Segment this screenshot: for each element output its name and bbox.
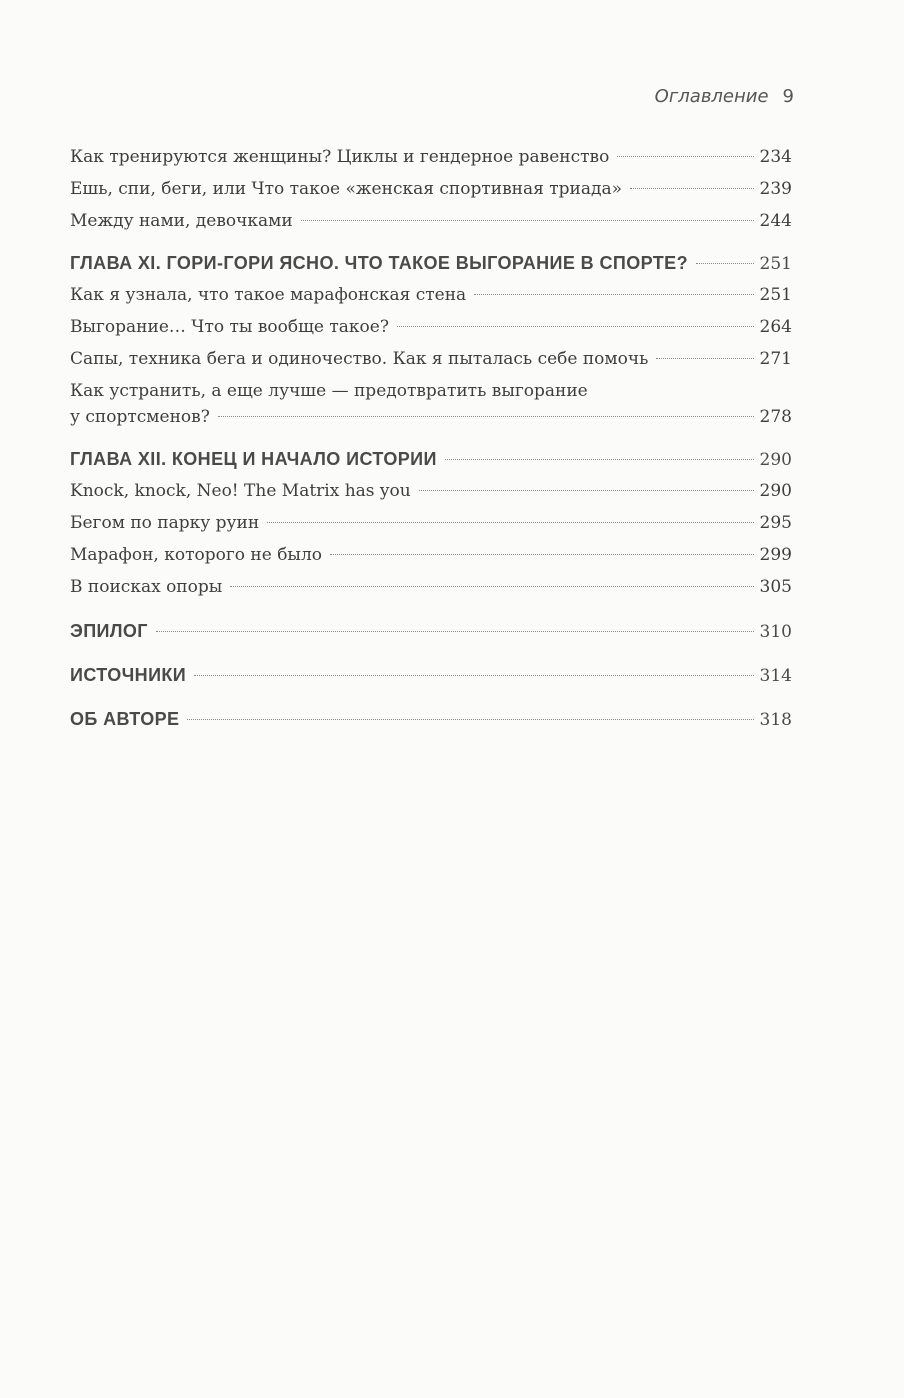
toc-chapter [70, 618, 792, 645]
toc-entry-title: Бегом по парку руин [70, 513, 260, 533]
toc-chapter-page: 251 [759, 254, 792, 274]
toc-entry-title: В поисках опоры [70, 577, 223, 597]
toc-chapter [70, 706, 792, 733]
toc-chapter-page: 290 [759, 450, 792, 470]
toc-chapter-page: 318 [759, 710, 792, 730]
toc-entry-title: Как тренируются женщины? Циклы и гендерное равенство [70, 147, 610, 167]
toc-entry-title: Knock, knock, Neo! The Matrix has you [70, 481, 411, 501]
toc-entry-title: Марафон, которого не было [70, 545, 322, 565]
toc-leader-dots [156, 631, 754, 632]
toc-leader-dots [474, 294, 753, 295]
toc-entry [70, 208, 792, 234]
toc-entry-title: Выгорание… Что ты вообще такое? [70, 317, 389, 337]
toc-chapter-title: ГЛАВА XII. КОНЕЦ И НАЧАЛО ИСТОРИИ [70, 449, 437, 469]
toc-entry-page: 234 [759, 147, 792, 167]
toc-leader-dots [617, 156, 753, 157]
toc-entry-page: 305 [759, 577, 792, 597]
toc-chapter [70, 446, 792, 473]
toc-leader-dots [445, 459, 754, 460]
toc-chapter-title: ЭПИЛОГ [70, 621, 148, 641]
toc-entry-title-line1: Как устранить, а еще лучше — предотвратить выгорание [70, 381, 588, 401]
toc-leader-dots [397, 326, 754, 327]
running-head-page-number: 9 [782, 86, 794, 107]
toc-entry [70, 478, 792, 504]
toc-entry [70, 542, 792, 568]
toc-entry-page: 239 [759, 179, 792, 199]
toc-entry [70, 346, 792, 372]
toc-entry-title-line2: у спортсменов? [70, 407, 210, 427]
toc-entry-title: Как я узнала, что такое марафонская стена [70, 285, 467, 305]
toc-entry-title: Сапы, техника бега и одиночество. Как я пыталась себе помочь [70, 349, 649, 369]
toc-entry-page: 251 [759, 285, 792, 305]
running-head [655, 86, 794, 107]
toc-entry [70, 574, 792, 600]
toc-entry [70, 282, 792, 308]
toc-entry-page: 299 [759, 545, 792, 565]
toc-entry-page: 278 [759, 407, 792, 427]
toc-entry-title: Ешь, спи, беги, или Что такое «женская спортивная триада» [70, 179, 622, 199]
toc-leader-dots [194, 675, 753, 676]
toc-entry [70, 510, 792, 536]
toc-leader-dots [187, 719, 753, 720]
toc-leader-dots [630, 188, 754, 189]
toc-chapter-title: ОБ АВТОРЕ [70, 709, 180, 729]
toc-chapter [70, 250, 792, 277]
toc-chapter-title: ИСТОЧНИКИ [70, 665, 187, 685]
toc-entry [70, 176, 792, 202]
toc-entry-title: Между нами, девочками [70, 211, 293, 231]
toc-entry [70, 144, 792, 170]
toc-entry [70, 404, 792, 430]
toc-entry [70, 314, 792, 340]
toc-chapter [70, 662, 792, 689]
toc-entry-page: 290 [759, 481, 792, 501]
toc-leader-dots [267, 522, 753, 523]
toc-entry-page: 244 [759, 211, 792, 231]
toc-leader-dots [696, 263, 754, 264]
toc-leader-dots [218, 416, 754, 417]
toc-chapter-page: 314 [759, 666, 792, 686]
toc-leader-dots [419, 490, 754, 491]
toc-chapter-title: ГЛАВА XI. ГОРИ-ГОРИ ЯСНО. ЧТО ТАКОЕ ВЫГОРАНИЕ В СПОРТЕ? [70, 253, 688, 273]
toc-leader-dots [656, 358, 753, 359]
toc-leader-dots [330, 554, 754, 555]
running-head-title: Оглавление [654, 86, 769, 107]
toc-entry-page: 271 [759, 349, 792, 369]
toc-entry-page: 264 [759, 317, 792, 337]
toc-leader-dots [301, 220, 754, 221]
toc-entry-page: 295 [759, 513, 792, 533]
toc-chapter-page: 310 [759, 622, 792, 642]
toc-leader-dots [230, 586, 753, 587]
